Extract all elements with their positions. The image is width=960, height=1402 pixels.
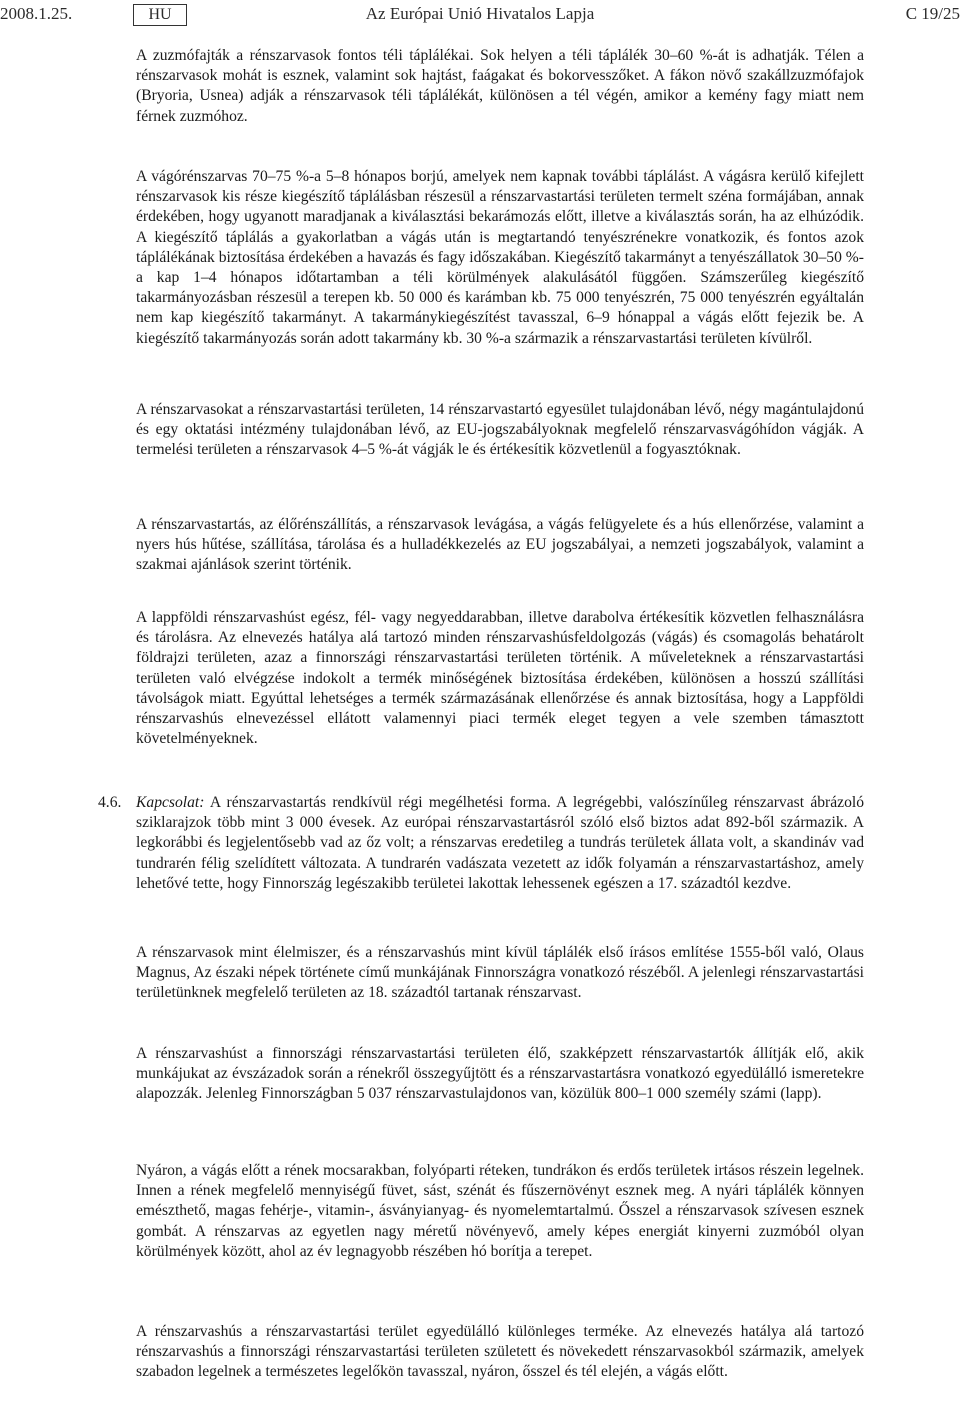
section-number: 4.6.	[98, 794, 122, 811]
publication-date: 2008.1.25.	[0, 4, 73, 23]
paragraph-lichen: A zuzmófajták a rénszarvasok fontos téli táplálékai. Sok helyen a téli táplálék 30–60 %-át is adhatják. Télen a rénszarvasok mohát is esznek, valamint sok hajtást, faágakat és bokorvesszőket. A fákon növő szakállzuzmófajok (Bryoria, Usnea) adják a rénszarvasok téli táplálékát, különösen a tél végén, amikor a kemény fagy miatt nem férnek zuzmóhoz.	[136, 47, 864, 125]
paragraph-herders: A rénszarvashúst a finnországi rénszarvastartási területen élő, szakképzett rénszarvastartók állítják elő, akik munkájukat az évszázadok során a rénekről összegyűjtött és a rénszarvastartásra vonatkozó egyedülálló ismeretekre alapozzák. Jelenleg Finnországban 5 037 rénszarvastulajdonos van, közülük 800–1 000 személy számi (lapp).	[136, 1045, 864, 1103]
paragraph-slaughter: A rénszarvasokat a rénszarvastartási területen, 14 rénszarvastartó egyesület tulajdonában lévő, négy magántulajdonú és egy oktatási intézmény tulajdonában lévő, az EU-jogszabályoknak megfelelő rénszarvasvágóhídon vágják. A termelési területen a rénszarvasok 4–5 %-át vágják le és értékesítik közvetlenül a fogyasztóknak.	[136, 401, 864, 459]
section-text: A rénszarvastartás rendkívül régi megélhetési forma. A legrégebbi, valószínűleg rénszarvast ábrázoló sziklarajzok több mint 3 000 évesek. Az európai rénszarvastartásról szóló első biztos adat 892-ből származik. A legkorábbi és legjelentősebb vad az őz volt; a rénszarvas eredetileg a tundrás területek állata volt, a skandináv vad tundrarén félig szelídített változata. A tundrarén vadászata vezetett az idők folyamán a rénszarvastartáshoz, amely lehetővé tette, hogy Finnország legészakibb területei lakottak lehessenek egészen a 17. századtól kezdve.	[136, 794, 864, 892]
page-header	[0, 4, 960, 26]
paragraph-product: A rénszarvashús a rénszarvastartási terület egyedülálló különleges terméke. Az elnevezés hatálya alá tartozó rénszarvashús a finnországi rénszarvastartási területen született és növekedett rénszarvasokból származik, amelyek szabadon legelnek a természetes legelőkön tavasszal, nyáron, ősszel és tél elején, a vágás előtt.	[136, 1323, 864, 1381]
section-link-paragraph	[136, 793, 864, 894]
page-number: C 19/25	[905, 4, 960, 23]
language-code-badge: HU	[133, 4, 187, 26]
paragraph-processing: A lappföldi rénszarvashúst egész, fél- vagy negyeddarabban, illetve darabolva értékesítik közvetlen felhasználásra és tárolásra. Az elnevezés hatálya alá tartozó minden rénszarvashúsfeldolgozás (vágás) és csomagolás behatárolt földrajzi területen, azaz a finnországi rénszarvastartási területen történik. A műveleteknek a rénszarvastartási területen való elvégzése indokolt a termék minőségének biztosítása érdekében, különösen a hosszú szállítási távolságok miatt. Egyúttal lehetséges a termék származásának ellenőrzése és annak biztosítása, hogy a Lappföldi rénszarvashús elnevezéssel ellátott valamennyi piaci termék eleget tegyen a vele szemben támasztott követelményeknek.	[136, 609, 864, 748]
journal-title: Az Európai Unió Hivatalos Lapja	[365, 4, 595, 23]
paragraph-feeding: A vágórénszarvas 70–75 %-a 5–8 hónapos borjú, amelyek nem kapnak további táplálást. A vágásra kerülő kifejlett rénszarvasok kis része kiegészítő táplálásban részesül a rénszarvastartási területen termelt széna formájában, annak érdekében, hogy ugyanott maradjanak a kiválasztási bekarámozás előtt, illetve a kiválasztás során, ha az elhúzódik. A kiegészítő táplálás a gyakorlatban a vágás után is megtartandó tenyészrénekre vonatkozik, és fontos azok táplálékának biztosítása érdekében a havazás és fagy időszakában. Kiegészítő takarmányt a tenyészállatok 30–50 %-a kap 1–4 hónapos időtartamban a téli körülmények alakulásától függően. Számszerűleg kiegészítő takarmányozásban részesül a terepen kb. 50 000 és karámban kb. 75 000 tenyészrén, 75 000 tenyészrén egyáltalán nem kap kiegészítő takarmányt. A takarmánykiegészítést tavasszal, 6–9 hónappal a vágás előtt fejezik be. A kiegészítő takarmányozás során adott takarmány kb. 30 %-a származik a rénszarvastartási területen kívülről.	[136, 168, 864, 347]
paragraph-grazing: Nyáron, a vágás előtt a rének mocsarakban, folyóparti réteken, tundrákon és erdős területek irtásos részein legelnek. Innen a rének megfelelő mennyiségű füvet, sást, szénát és fűszernövényt esznek meg. A nyári táplálék könnyen emészthető, magas fehérje-, vitamin-, ásványianyag- és nyomelemtartalmú. Ősszel a rénszarvasok szívesen esznek gombát. A rénszarvas az egyetlen nagy méretű növényevő, amely képes energiát kinyerni zuzmóból olyan körülmények között, ahol az év legnagyobb részében hó borítja a terepet.	[136, 1162, 864, 1260]
section-label: Kapcsolat:	[136, 794, 205, 811]
paragraph-regulation: A rénszarvastartás, az élőrénszállítás, a rénszarvasok levágása, a vágás felügyelete és a hús ellenőrzése, valamint a nyers hús hűtése, szállítása, tárolása és a hulladékkezelés az EU jogszabályai, a nemzeti jogszabályok, valamint a szakmai ajánlások szerint történik.	[136, 516, 864, 574]
paragraph-history: A rénszarvasok mint élelmiszer, és a rénszarvashús mint kívül táplálék első írásos említése 1555-ből való, Olaus Magnus, Az északi népek története című munkájának Finnországra vonatkozó részéből. A jelenlegi rénszarvastartási területünknek megfelelő területen az 18. századtól tartanak rénszarvast.	[136, 944, 864, 1002]
